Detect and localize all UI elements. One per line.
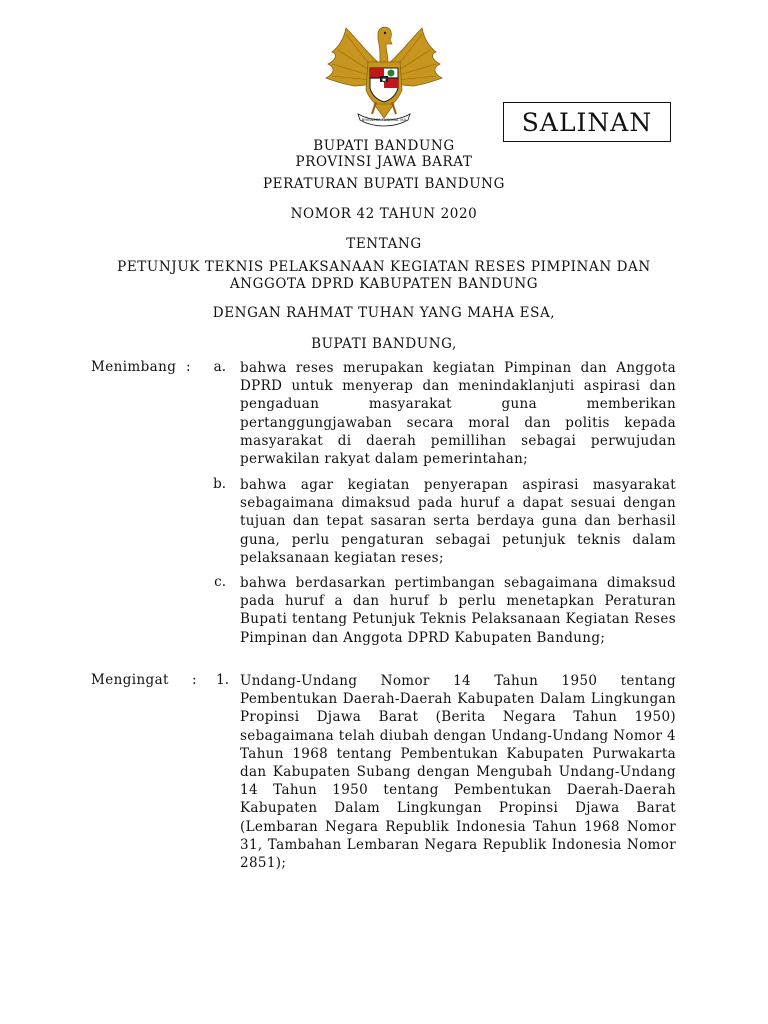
menimbang-marker-c: c. [214,574,226,590]
menimbang-item-a: bahwa reses merupakan kegiatan Pimpinan dan Anggota DPRD untuk menyerap dan menindaklanjuti aspirasi dan pengaduan masyarakat guna memberikan pertanggungjawaban secara moral dan politis kepada masyarakat di daerah pemillihan sebagai perwujudan perwakilan rakyat dalam pemerintahan; [240,360,676,468]
menimbang-item-b: bahwa agar kegiatan penyerapan aspirasi masyarakat sebagaimana dimaksud pada huruf a dapat sesuai dengan tujuan dan tepat sasaran serta berdaya guna dan berhasil guna, perlu pengaturan sebagai petunjuk teknis dalam pelaksanaan kegiatan reses; [240,477,676,566]
menimbang-marker-b: b. [213,476,226,492]
mengingat-marker-1: 1. [216,672,229,688]
mengingat-item-1: Undang-Undang Nomor 14 Tahun 1950 tentang Pembentukan Daerah-Daerah Kabupaten Dalam Lingkungan Propinsi Djawa Barat (Berita Negara Tahun 1950) sebagaimana telah diubah dengan Undang-Undang Nomor 4 Tahun 1968 tentang Pembentukan Kabupaten Purwakarta dan Kabupaten Subang dengan Mengubah Undang-Undang 14 Tahun 1950 tentang Pembentukan Daerah-Daerah Kabupaten Dalam Lingkungan Propinsi Djawa Barat (Lembaran Negara Republik Indonesia Tahun 1968 Nomor 31, Tambahan Lembaran Negara Republik Indonesia Nomor 2851); [240,673,676,872]
menimbang-item-c: bahwa berdasarkan pertimbangan sebagaimana dimaksud pada huruf a dan huruf b perlu menetapkan Peraturan Bupati tentang Petunjuk Teknis Pelaksanaan Kegiatan Reses Pimpinan dan Anggota DPRD Kabupaten Bandung; [240,575,676,646]
menimbang-marker-a: a. [213,359,226,375]
subject-line-1: PETUNJUK TEKNIS PELAKSANAAN KEGIATAN RESES PIMPINAN DAN [117,259,651,275]
garuda-pancasila-emblem [322,24,446,128]
emblem-motto-text: BHINNEKA TUNGGAL IKA [361,118,407,122]
subject-line-2: ANGGOTA DPRD KABUPATEN BANDUNG [229,276,539,292]
authority: BUPATI BANDUNG, [311,336,457,352]
regulation-title: PERATURAN BUPATI BANDUNG [263,176,505,192]
mengingat-label: Mengingat [91,672,169,688]
mengingat-colon: : [192,672,197,688]
about-heading: TENTANG [346,236,422,252]
menimbang-colon: : [186,359,191,375]
header-line-1: BUPATI BANDUNG [313,138,455,154]
salinan-label: SALINAN [521,107,653,137]
salinan-stamp [503,102,671,142]
menimbang-label: Menimbang [91,359,177,375]
header-line-2: PROVINSI JAWA BARAT [295,154,473,170]
regulation-number: NOMOR 42 TAHUN 2020 [290,206,478,222]
invocation: DENGAN RAHMAT TUHAN YANG MAHA ESA, [212,305,556,321]
